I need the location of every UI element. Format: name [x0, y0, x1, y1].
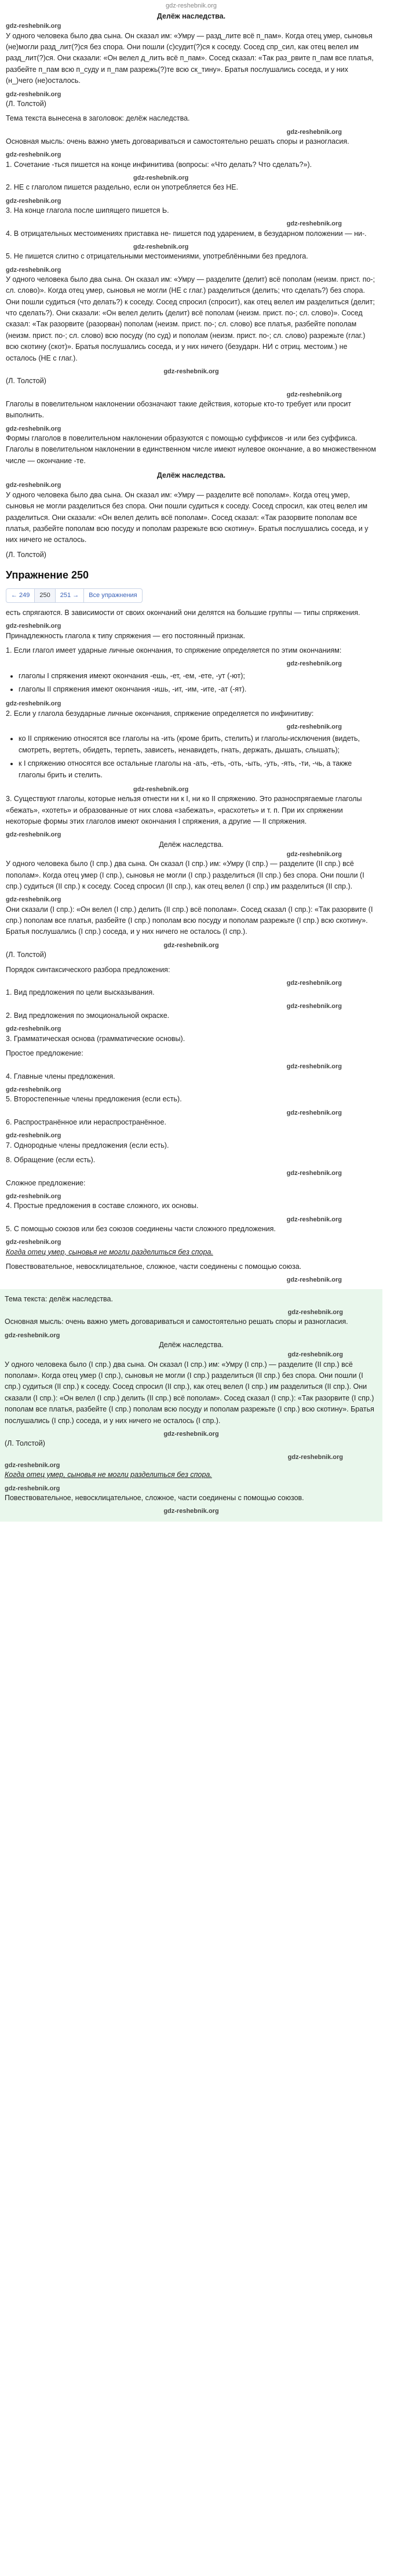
top-watermark: gdz-reshebnik.org	[165, 2, 217, 9]
watermark: gdz-reshebnik.org	[6, 23, 61, 30]
exercise-intro: есть спрягаются. В зависимости от своих окончаний они делятся на большие группы — типы спряжения.	[6, 608, 360, 617]
exercise-para-2: 1. Если глагол имеет ударные личные окончания, то спряжение определяется по этим окончаниям:	[6, 646, 342, 655]
watermark: gdz-reshebnik.org	[5, 1485, 60, 1492]
prev-exercise-link[interactable]: ← 249	[6, 589, 35, 602]
author-3: (Л. Толстой)	[6, 550, 46, 559]
plan-step: 3. Грамматическая основа (грамматические основы).	[6, 1034, 185, 1043]
current-exercise: 250	[35, 589, 55, 602]
answer-topic: Тема текста: делёж наследства.	[5, 1294, 113, 1303]
watermark: gdz-reshebnik.org	[286, 1063, 342, 1071]
story-title-3: Делёж наследства.	[159, 840, 224, 849]
story-text-3: У одного человека было два сына. Он сказал им: «Умру — разделите всё пополам». Когда отец умер, сыновья не могли разделиться без спора. Они пошли судиться к соседу. Сосед спросил, как отец велел им разделиться. Они сказали: «Он велел делить всё пополам». Сосед сказал: «Так разорвите пополам все платья, разбейте пополам всю посуду и пополам разрежьте всю скотину». Братья послушались соседа, и у них ничего не осталось.	[6, 490, 369, 544]
watermark: gdz-reshebnik.org	[6, 1193, 61, 1200]
watermark: gdz-reshebnik.org	[163, 941, 219, 949]
syntax-sentence-1: Когда отец умер, сыновья не могли разделиться без спора.	[6, 1247, 213, 1256]
story-text-5: Они сказали (I спр.): «Он велел (I спр.) делить (II спр.) всё пополам». Сосед сказал (I спр.): «Так разорвите (I спр.) пополам все платья, разбейте (I спр.) пополам всю посуду и пополам разрежьте (I спр.) всю скотину». Братья послушались (I спр.) соседа, и у них ничего не осталось (I спр.).	[6, 905, 373, 936]
watermark: gdz-reshebnik.org	[163, 368, 219, 375]
story-text-1: У одного человека было два сына. Он сказал им: «Умру — разд_лите всё п_пам». Когда отец умер, сыновья (не)могли разд_лит(?)ся без спора. Они пошли (с)судит(?)ся к соседу. Сосед спр_сил, как отец велел им разд_лит(?)ся. Они сказали: «Он велел д_лить всё п_пам». Сосед сказал: «Так раз_рвите п_пам все платья, разбейте п_пам всю п_суду и п_пам разрежь(?)те всю ск_тину». Братья послушались соседа, и у них (н_)чего (не)осталось.	[6, 31, 374, 85]
watermark: gdz-reshebnik.org	[286, 723, 342, 731]
watermark: gdz-reshebnik.org	[6, 831, 61, 839]
story-text-4: У одного человека было (I спр.) два сына. Он сказал (I спр.) им: «Умру (I спр.) — разделите (II спр.) всё пополам». Когда отец умер (I спр.), сыновья не могли (I спр.) разделиться (II спр.) без спора. Они пошли (I спр.) судиться (II спр.) к соседу. Сосед спросил (II спр.), как отец велел (I спр.) им разделиться (II спр.).	[6, 860, 364, 891]
watermark: gdz-reshebnik.org	[6, 197, 61, 205]
watermark: gdz-reshebnik.org	[286, 1109, 342, 1116]
watermark: gdz-reshebnik.org	[6, 1132, 61, 1140]
rule-1: 1. Сочетание -ться пишется на конце инфинитива (вопросы: «Что делать? Что сделать?»).	[6, 160, 312, 169]
watermark: gdz-reshebnik.org	[286, 1170, 342, 1177]
watermark: gdz-reshebnik.org	[6, 266, 61, 274]
story-text-2: У одного человека было два сына. Он сказал им: «Умру — разделите (делит) всё пополам (неизм. прист. по-; сл. слово)». Когда отец умер, сыновья не могли (НЕ с глаг.) разделиться (делить; что сделать?) без спора. Они пошли судиться (что делать?) к соседу. Сосед спросил (спросит), как отец велел им разделиться (делит; что сделать?). Они сказали: «Он велел делить (делит) всё пополам (неизм. прист. по-; сл. слово)». Сосед сказал: «Так разорвите (разорван) пополам (неизм. прист. по-; сл. слово) все платья, разбейте пополам (неизм. прист. по-; сл. слово) всю посуду (по суд) и пополам (неизм. прист. по-; сл. слово) разрежьте (глаг.) всю скотину (скот)». Братья послушались соседа, и у них ничего (безударн. НИ с отриц. местоим.) не осталось (НЕ с глаг.).	[6, 275, 375, 362]
watermark: gdz-reshebnik.org	[6, 700, 61, 708]
plan-step: 2. Вид предложения по эмоциональной окраске.	[6, 1011, 170, 1020]
watermark: gdz-reshebnik.org	[6, 1239, 61, 1246]
exercise-heading: Упражнение 250	[6, 569, 89, 581]
watermark: gdz-reshebnik.org	[5, 1461, 60, 1469]
plan-step: Простое предложение:	[6, 1049, 83, 1057]
watermark: gdz-reshebnik.org	[5, 1331, 60, 1339]
watermark: gdz-reshebnik.org	[6, 623, 61, 630]
all-exercises-link[interactable]: Все упражнения	[89, 591, 137, 599]
story-title-1: Делёж наследства.	[156, 12, 226, 21]
syntax-desc-2: Повествовательное, невосклицательное, сложное, части соединены с помощью союзов.	[5, 1493, 304, 1502]
watermark: gdz-reshebnik.org	[287, 1453, 343, 1461]
story-title-4: Делёж наследства.	[159, 1341, 224, 1349]
watermark: gdz-reshebnik.org	[286, 128, 342, 136]
topic-line: Тема текста вынесена в заголовок: делёж наследства.	[6, 114, 190, 123]
plan-step: 4. Главные члены предложения.	[6, 1072, 115, 1080]
exercise-nav	[6, 588, 377, 603]
watermark: gdz-reshebnik.org	[286, 391, 342, 398]
watermark: gdz-reshebnik.org	[6, 425, 61, 432]
watermark: gdz-reshebnik.org	[133, 785, 189, 793]
plan-step: 1. Вид предложения по цели высказывания.	[6, 988, 155, 997]
exercise-para-1: Принадлежность глагола к типу спряжения — его постоянный признак.	[6, 631, 246, 640]
answer-main-idea: Основная мысль: очень важно уметь договариваться и самостоятельно решать споры и разногласия.	[5, 1318, 348, 1326]
watermark: gdz-reshebnik.org	[286, 220, 342, 228]
watermark: gdz-reshebnik.org	[287, 1309, 343, 1316]
mood-note-1: Глаголы в повелительном наклонении обозначают такие действия, которые кто-то требует или просит выполнить.	[6, 399, 352, 420]
watermark: gdz-reshebnik.org	[163, 1508, 219, 1515]
syntax-plan	[6, 987, 377, 1235]
main-idea-line: Основная мысль: очень важно уметь договариваться и самостоятельно решать споры и разногласия.	[6, 137, 349, 145]
watermark: gdz-reshebnik.org	[286, 1276, 342, 1284]
author-5: (Л. Толстой)	[5, 1439, 45, 1448]
watermark: gdz-reshebnik.org	[6, 1025, 61, 1033]
plan-step: 7. Однородные члены предложения (если есть).	[6, 1141, 169, 1149]
syntax-sentence-2: Когда отец умер, сыновья не могли разделиться без спора.	[5, 1471, 212, 1479]
rule-5: 5. Не пишется слитно с отрицательными местоимениями, употреблёнными без предлога.	[6, 252, 308, 261]
author-4: (Л. Толстой)	[6, 951, 46, 959]
answer-block	[0, 1289, 382, 1522]
watermark: gdz-reshebnik.org	[286, 851, 342, 858]
watermark: gdz-reshebnik.org	[133, 243, 189, 250]
exercise-pager	[6, 588, 143, 603]
watermark: gdz-reshebnik.org	[6, 90, 61, 98]
watermark: gdz-reshebnik.org	[287, 1351, 343, 1359]
watermark: gdz-reshebnik.org	[133, 174, 189, 181]
author-1: (Л. Толстой)	[6, 99, 46, 108]
mood-note-2: Формы глаголов в повелительном наклонении образуются с помощью суффиксов -и или без суффикса. Глаголы в повелительном наклонении в единственном числе имеют нулевое окончание, а во множественном числе — окончание -те.	[6, 434, 376, 465]
watermark: gdz-reshebnik.org	[6, 482, 61, 489]
list-item: • ко II спряжению относятся все глаголы на -ить (кроме брить, стелить) и глаголы-исключения (видеть, смотреть, вертеть, обидеть, терпеть, зависеть, ненавидеть, гнать, держать, дышать, слышать);	[19, 733, 377, 756]
story-text-6: У одного человека было (I спр.) два сына. Он сказал (I спр.) им: «Умру (I спр.) — разделите (II спр.) всё пополам». Когда отец умер (I спр.), сыновья не могли (I спр.) разделиться (II спр.) без спора. Они пошли (I спр.) судиться (II спр.) к соседу. Сосед спросил (II спр.), как отец велел (I спр.) им разделиться (II спр.). Они сказали (I спр.): «Он велел (I спр.) делить (II спр.) всё пополам». Сосед сказал (I спр.): «Так разорвите (I спр.) пополам все платья, разбейте (I спр.) пополам всю посуду и пополам разрежьте (I спр.) всю скотину». Братья послушались (I спр.) соседа, и у них ничего не осталось (I спр.).	[5, 1360, 374, 1425]
infinitive-list	[19, 733, 377, 781]
plan-step: 5. С помощью союзов или без союзов соединены части сложного предложения.	[6, 1224, 276, 1233]
rule-4: 4. В отрицательных местоимениях приставка не- пишется под ударением, в безударном положении — ни-.	[6, 229, 367, 238]
list-item: • к I спряжению относятся все остальные глаголы на -ать, -еть, -оть, -ыть, -уть, -ять, -ти, -чь, а также глаголы брить и стелить.	[19, 758, 377, 781]
story-title-2: Делёж наследства.	[156, 471, 226, 480]
syntax-plan-title: Порядок синтаксического разбора предложения:	[6, 965, 170, 974]
exercise-para-3: 2. Если у глагола безударные личные окончания, спряжение определяется по инфинитиву:	[6, 709, 314, 718]
rule-3: 3. На конце глагола после шипящего пишется Ь.	[6, 206, 169, 214]
plan-step: Сложное предложение:	[6, 1178, 86, 1187]
next-exercise-link[interactable]: 251 →	[56, 589, 84, 602]
watermark: gdz-reshebnik.org	[6, 151, 61, 159]
plan-step: 6. Распространённое или нераспространённое.	[6, 1118, 166, 1126]
watermark: gdz-reshebnik.org	[286, 660, 342, 668]
syntax-desc-1: Повествовательное, невосклицательное, сложное, части соединены с помощью союза.	[6, 1262, 302, 1271]
list-item: • глаголы II спряжения имеют окончания -ишь, -ит, -им, -ите, -ат (-ят).	[19, 684, 377, 695]
watermark: gdz-reshebnik.org	[6, 896, 61, 904]
watermark: gdz-reshebnik.org	[163, 1430, 219, 1438]
plan-step: 8. Обращение (если есть).	[6, 1155, 96, 1164]
ending-list	[19, 671, 377, 696]
watermark: gdz-reshebnik.org	[286, 1002, 342, 1010]
rule-2: 2. НЕ с глаголом пишется раздельно, если он употребляется без НЕ.	[6, 183, 238, 192]
watermark: gdz-reshebnik.org	[286, 1216, 342, 1223]
plan-step: 5. Второстепенные члены предложения (если есть).	[6, 1095, 182, 1104]
watermark: gdz-reshebnik.org	[6, 1086, 61, 1093]
watermark: gdz-reshebnik.org	[286, 979, 342, 987]
exercise-para-4: 3. Существуют глаголы, которые нельзя отнести ни к I, ни ко II спряжению. Это разноспрягаемые глаголы «бежать», «хотеть» и образованные от них слова «забежать», «расхотеть» и т. п. При их спряжении некоторые формы этих глаголов имеют окончания I спряжения, а другие — II спряжения.	[6, 795, 362, 825]
plan-step: 4. Простые предложения в составе сложного, их основы.	[6, 1202, 199, 1210]
list-item: • глаголы I спряжения имеют окончания -ешь, -ет, -ем, -ете, -ут (-ют);	[19, 671, 377, 682]
author-2: (Л. Толстой)	[6, 377, 46, 385]
